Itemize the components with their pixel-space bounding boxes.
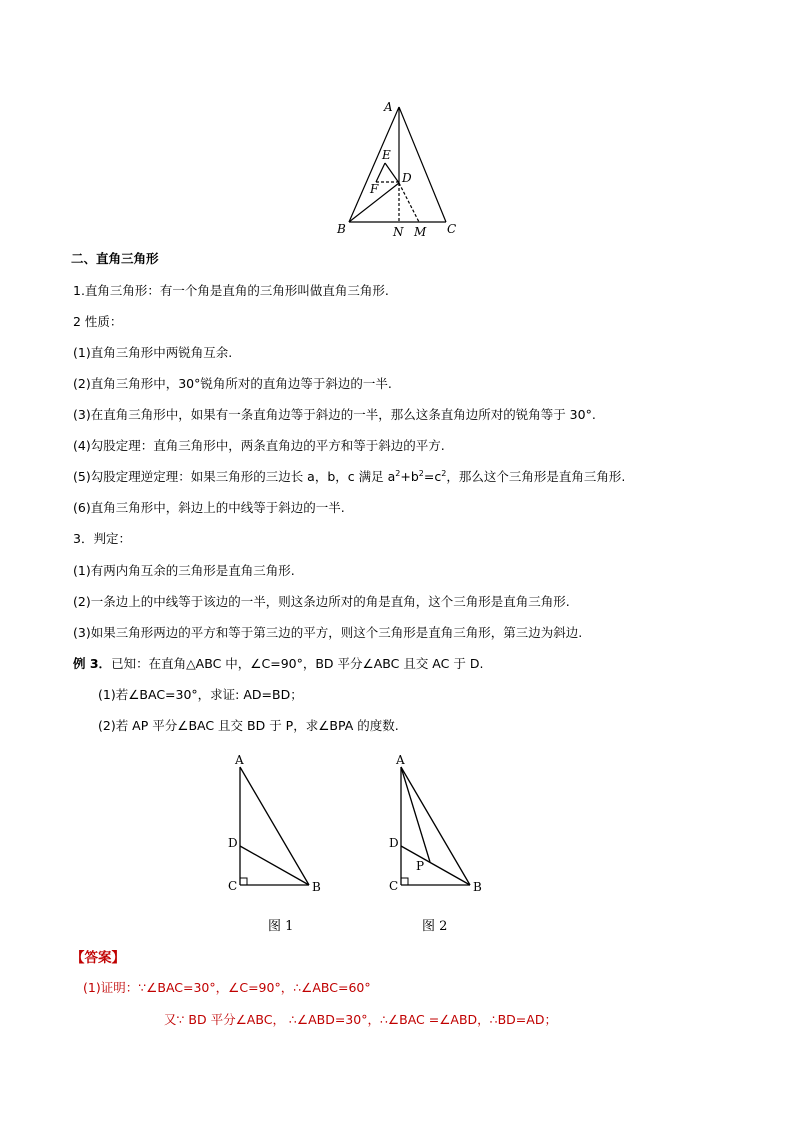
answer-line-2: 又∵ BD 平分∠ABC， ∴∠ABD=30°，∴∠BAC =∠ABD，∴BD=AD；: [164, 1012, 557, 1027]
fig-top-label-n: N: [393, 225, 404, 239]
fig2-line-bd: [401, 846, 470, 885]
answer-title: 【答案】: [71, 950, 125, 966]
fig2-side-ab: [401, 767, 470, 885]
property-4: (4)勾股定理：直角三角形中，两条直角边的平方和等于斜边的平方.: [73, 438, 445, 453]
property-5-part: ，那么这个三角形是直角三角形.: [446, 469, 626, 484]
fig2-caption: 图 2: [422, 919, 448, 934]
fig1-caption: 图 1: [268, 919, 294, 934]
fig-top-label-b: B: [337, 222, 346, 236]
section-title: 二、直角三角形: [71, 251, 159, 266]
fig1-label-b: B: [312, 880, 321, 894]
fig2-right-angle: [401, 878, 408, 885]
fig1-label-c: C: [228, 879, 238, 893]
fig-top-label-c: C: [447, 222, 457, 236]
criterion-2: (2)一条边上的中线等于该边的一半，则这条边所对的角是直角，这个三角形是直角三角形.: [73, 594, 570, 609]
fig2-label-c: C: [389, 879, 399, 893]
fig2-label-a: A: [396, 753, 405, 767]
fig1-label-a: A: [235, 753, 244, 767]
fig-top-label-d: D: [402, 171, 412, 185]
property-5-part: =c: [423, 469, 442, 484]
property-6: (6)直角三角形中，斜边上的中线等于斜边的一半.: [73, 500, 345, 515]
property-1: (1)直角三角形中两锐角互余.: [73, 345, 233, 360]
property-3: (3)在直角三角形中，如果有一条直角边等于斜边的一半，那么这条直角边所对的锐角等于 30°.: [73, 407, 596, 422]
property-5-sup: 2: [418, 468, 424, 478]
property-5-part: (5)勾股定理逆定理：如果三角形的三边长 a，b，c 满足 a: [73, 469, 396, 484]
example-part-1: (1)若∠BAC=30°，求证: AD=BD；: [98, 687, 303, 702]
definition-text: 1.直角三角形：有一个角是直角的三角形叫做直角三角形.: [73, 283, 389, 298]
example-label: 例 3．: [73, 656, 112, 671]
fig2-label-d: D: [389, 836, 399, 850]
fig-top-label-m: M: [414, 225, 427, 239]
fig1-label-d: D: [228, 836, 238, 850]
answer-line-1: (1)证明：∵∠BAC=30°，∠C=90°，∴∠ABC=60°: [83, 980, 371, 995]
fig2-label-p: P: [416, 859, 425, 873]
criterion-3: (3)如果三角形两边的平方和等于第三边的平方，则这个三角形是直角三角形，第三边为斜边.: [73, 625, 583, 640]
criterion-1: (1)有两内角互余的三角形是直角三角形.: [73, 563, 295, 578]
property-5-sup: 2: [441, 468, 447, 478]
example-part-2: (2)若 AP 平分∠BAC 且交 BD 于 P，求∠BPA 的度数.: [98, 718, 399, 733]
property-5-part: +b: [400, 469, 419, 484]
fig-top-label-a: A: [384, 100, 393, 114]
criteria-title: 3．判定：: [73, 531, 131, 546]
property-5-sup: 2: [395, 468, 401, 478]
fig2-label-b: B: [473, 880, 482, 894]
example-text: 已知：在直角△ABC 中，∠C=90°，BD 平分∠ABC 且交 AC 于 D.: [111, 656, 484, 671]
fig-top-label-f: F: [370, 182, 379, 196]
property-2: (2)直角三角形中，30°锐角所对的直角边等于斜边的一半.: [73, 376, 392, 391]
fig-top-label-e: E: [382, 148, 391, 162]
properties-title: 2 性质：: [73, 314, 123, 329]
